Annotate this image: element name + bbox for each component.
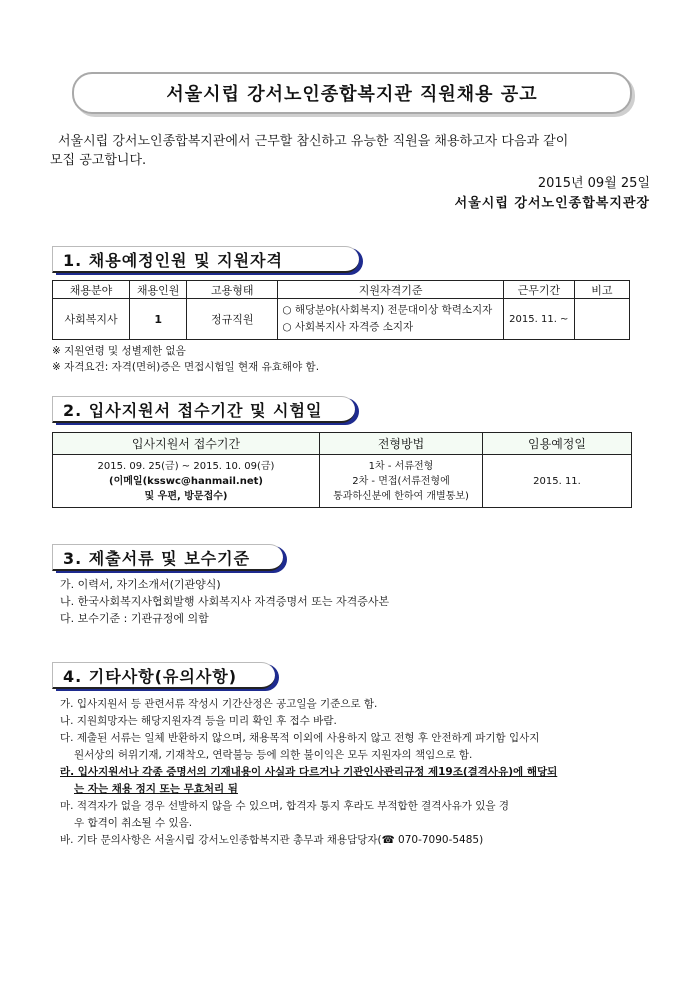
intro-line-2: 모집 공고합니다. [50, 153, 147, 168]
qualification-item: ○ 사회복지사 자격증 소지자 [282, 321, 414, 333]
qualification-cell [278, 299, 503, 340]
notice-title: 서울시립 강서노인종합복지관 직원채용 공고 [166, 84, 538, 105]
section-2-heading-box [52, 396, 355, 423]
list-item: 나. 한국사회복지사협회발행 사회복지사 자격증명서 또는 자격증사본 [60, 595, 390, 608]
qualification-item: ○ 해당분야(사회복지) 전문대이상 학력소지자 [282, 304, 493, 316]
period-cell: 2015. 11. ~ [503, 299, 574, 340]
col-header: 입사지원서 접수기간 [53, 433, 320, 455]
list-item: 나. 지원희망자는 해당지원자격 등을 미리 확인 후 접수 바람. [60, 715, 337, 727]
selection-method-cell [320, 455, 483, 508]
section-4-heading-box [52, 662, 275, 689]
field-cell: 사회복지사 [53, 299, 130, 340]
col-header: 지원자격기준 [278, 281, 503, 299]
table-header-row [53, 281, 630, 299]
recruitment-table [52, 280, 630, 340]
period-line: (이메일(ksswc@hanmail.net) [109, 475, 263, 487]
list-item: 원서상의 허위기재, 기재착오, 연락불능 등에 의한 불이익은 모두 지원자의 책임으로 함. [74, 749, 473, 761]
note-license: ※ 자격요건: 자격(면허)증은 면접시험일 현재 유효해야 함. [52, 361, 320, 373]
period-line: 및 우편, 방문접수) [144, 490, 228, 502]
table-row [53, 455, 632, 508]
table-row [53, 299, 630, 340]
method-line: 통과하신분에 한하여 개별통보) [333, 490, 469, 502]
period-line: 2015. 09. 25(금) ~ 2015. 10. 09(금) [97, 460, 275, 472]
note-age: ※ 지원연령 및 성별제한 없음 [52, 345, 186, 357]
method-line: 2차 - 면접(서류전형에 [352, 475, 450, 487]
application-period-cell [53, 455, 320, 508]
organization-name: 서울시립 강서노인종합복지관장 [454, 196, 650, 211]
list-item: 라. 입사지원서나 각종 증명서의 기재내용이 사실과 다르거나 기관인사관리규정 제19조(결격사유)에 해당되 [60, 766, 558, 778]
documents-list [60, 576, 660, 627]
count-cell: 1 [130, 299, 187, 340]
notice-title-box [72, 72, 632, 114]
table-header-row [53, 433, 632, 455]
notice-date: 2015년 09월 25일 [537, 176, 650, 191]
notes-list [60, 696, 660, 849]
intro-line-1: 서울시립 강서노인종합복지관에서 근무할 참신하고 유능한 직원을 채용하고자 다음과 같이 [58, 134, 569, 149]
col-header: 채용인원 [130, 281, 187, 299]
col-header: 채용분야 [53, 281, 130, 299]
application-table [52, 432, 632, 508]
list-item: 가. 이력서, 자기소개서(기관양식) [60, 578, 221, 591]
section-3-heading-box [52, 544, 283, 571]
list-item: 는 자는 채용 정지 또는 무효처리 됨 [74, 783, 238, 795]
col-header: 임용예정일 [483, 433, 632, 455]
appointment-date-cell: 2015. 11. [483, 455, 632, 508]
col-header: 전형방법 [320, 433, 483, 455]
section-4-heading: 4. 기타사항(유의사항) [63, 667, 238, 686]
list-item: 우 합격이 취소될 수 있음. [74, 817, 193, 829]
section-3-heading: 3. 제출서류 및 보수기준 [63, 549, 251, 568]
list-item: 가. 입사지원서 등 관련서류 작성시 기간산정은 공고일을 기준으로 함. [60, 698, 378, 710]
section-1-heading: 1. 채용예정인원 및 지원자격 [63, 251, 283, 270]
section-1-heading-box [52, 246, 359, 273]
list-item: 다. 제출된 서류는 일체 반환하지 않으며, 채용목적 이외에 사용하지 않고 전형 후 안전하게 파기함 입사지 [60, 732, 540, 744]
col-header: 고용형태 [187, 281, 278, 299]
list-item: 마. 적격자가 없을 경우 선발하지 않을 수 있으며, 합격자 통지 후라도 부적합한 결격사유가 있을 경 [60, 800, 509, 812]
employment-type-cell: 정규직원 [187, 299, 278, 340]
list-item: 다. 보수기준 : 기관규정에 의함 [60, 612, 209, 625]
section-2-heading: 2. 입사지원서 접수기간 및 시험일 [63, 401, 323, 420]
col-header: 근무기간 [503, 281, 574, 299]
col-header: 비고 [574, 281, 629, 299]
list-item: 바. 기타 문의사항은 서울시립 강서노인종합복지관 총무과 채용담당자(☎ 070-7090-5485) [60, 834, 484, 846]
intro-paragraph [50, 132, 650, 170]
method-line: 1차 - 서류전형 [368, 460, 434, 472]
remark-cell [574, 299, 629, 340]
